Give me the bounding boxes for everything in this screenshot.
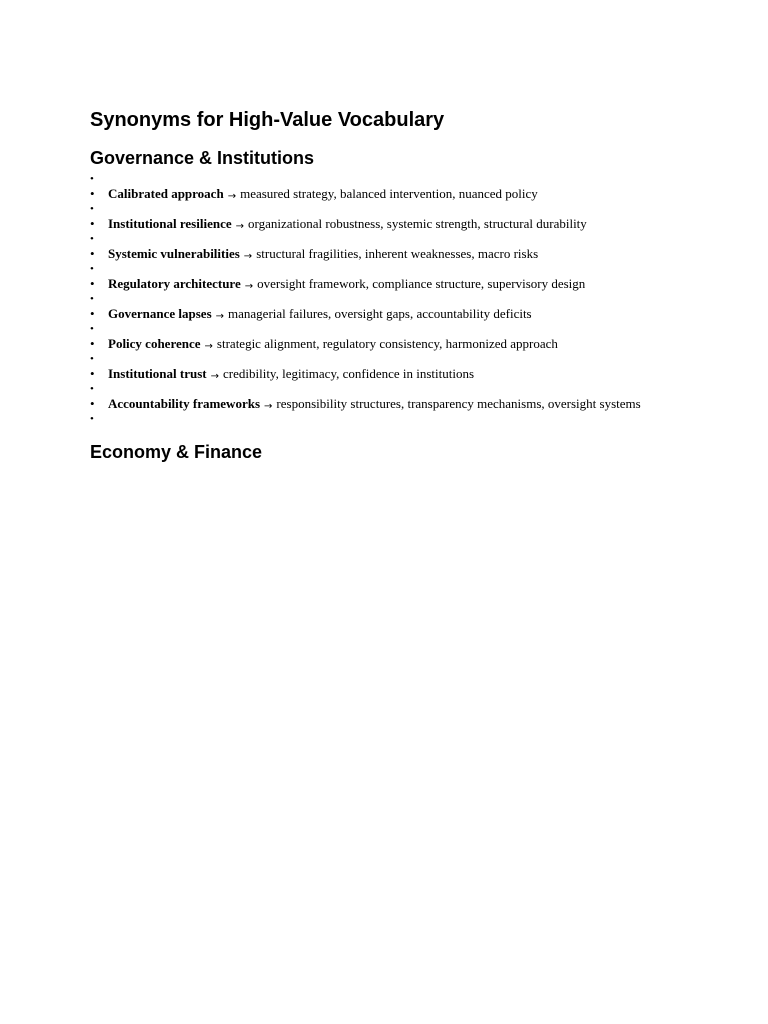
empty-list-item (90, 172, 641, 186)
empty-list-item (90, 262, 641, 276)
empty-list-item (90, 412, 641, 426)
list-item (90, 186, 641, 202)
vocab-synonyms: credibility, legitimacy, confidence in institutions (223, 366, 475, 381)
vocab-term: Calibrated approach (108, 186, 224, 201)
vocab-term: Systemic vulnerabilities (108, 246, 240, 261)
vocab-term: Accountability frameworks (108, 396, 261, 411)
vocab-synonyms: structural fragilities, inherent weaknesses, macro risks (256, 246, 539, 261)
arrow-icon: → (235, 221, 245, 232)
list-item (90, 246, 641, 262)
vocab-term: Policy coherence (108, 336, 201, 351)
arrow-icon: → (264, 401, 273, 412)
vocab-term: Regulatory architecture (108, 276, 241, 291)
vocab-synonyms: measured strategy, balanced intervention, nuanced policy (240, 186, 538, 201)
list-item (90, 276, 641, 292)
vocab-term: Governance lapses (108, 306, 212, 321)
vocab-synonyms: managerial failures, oversight gaps, accountability deficits (228, 306, 532, 321)
list-item (90, 336, 641, 352)
vocab-synonyms: organizational robustness, systemic strength, structural durability (248, 216, 587, 231)
empty-list-item (90, 232, 641, 246)
arrow-icon: → (210, 371, 219, 382)
vocab-synonyms: responsibility structures, transparency mechanisms, oversight systems (276, 396, 641, 411)
list-item (90, 396, 641, 412)
list-item (90, 216, 641, 232)
empty-list-item (90, 352, 641, 366)
arrow-icon: → (244, 281, 254, 292)
governance-synonym-list (90, 172, 641, 426)
vocab-term: Institutional trust (108, 366, 207, 381)
arrow-icon: → (215, 311, 225, 322)
empty-list-item (90, 382, 641, 396)
section-heading-economy: Economy & Finance (90, 442, 263, 462)
empty-list-item (90, 322, 641, 336)
section-heading-governance: Governance & Institutions (90, 148, 315, 168)
arrow-icon: → (204, 341, 213, 352)
empty-list-item (90, 202, 641, 216)
vocab-synonyms: oversight framework, compliance structure, supervisory design (257, 276, 586, 291)
arrow-icon: → (243, 251, 253, 262)
page-title: Synonyms for High-Value Vocabulary (90, 109, 445, 131)
list-item (90, 366, 641, 382)
empty-list-item (90, 292, 641, 306)
vocab-term: Institutional resilience (108, 216, 232, 231)
arrow-icon: → (227, 191, 237, 202)
list-item (90, 306, 641, 322)
vocab-synonyms: strategic alignment, regulatory consistency, harmonized approach (216, 336, 558, 351)
